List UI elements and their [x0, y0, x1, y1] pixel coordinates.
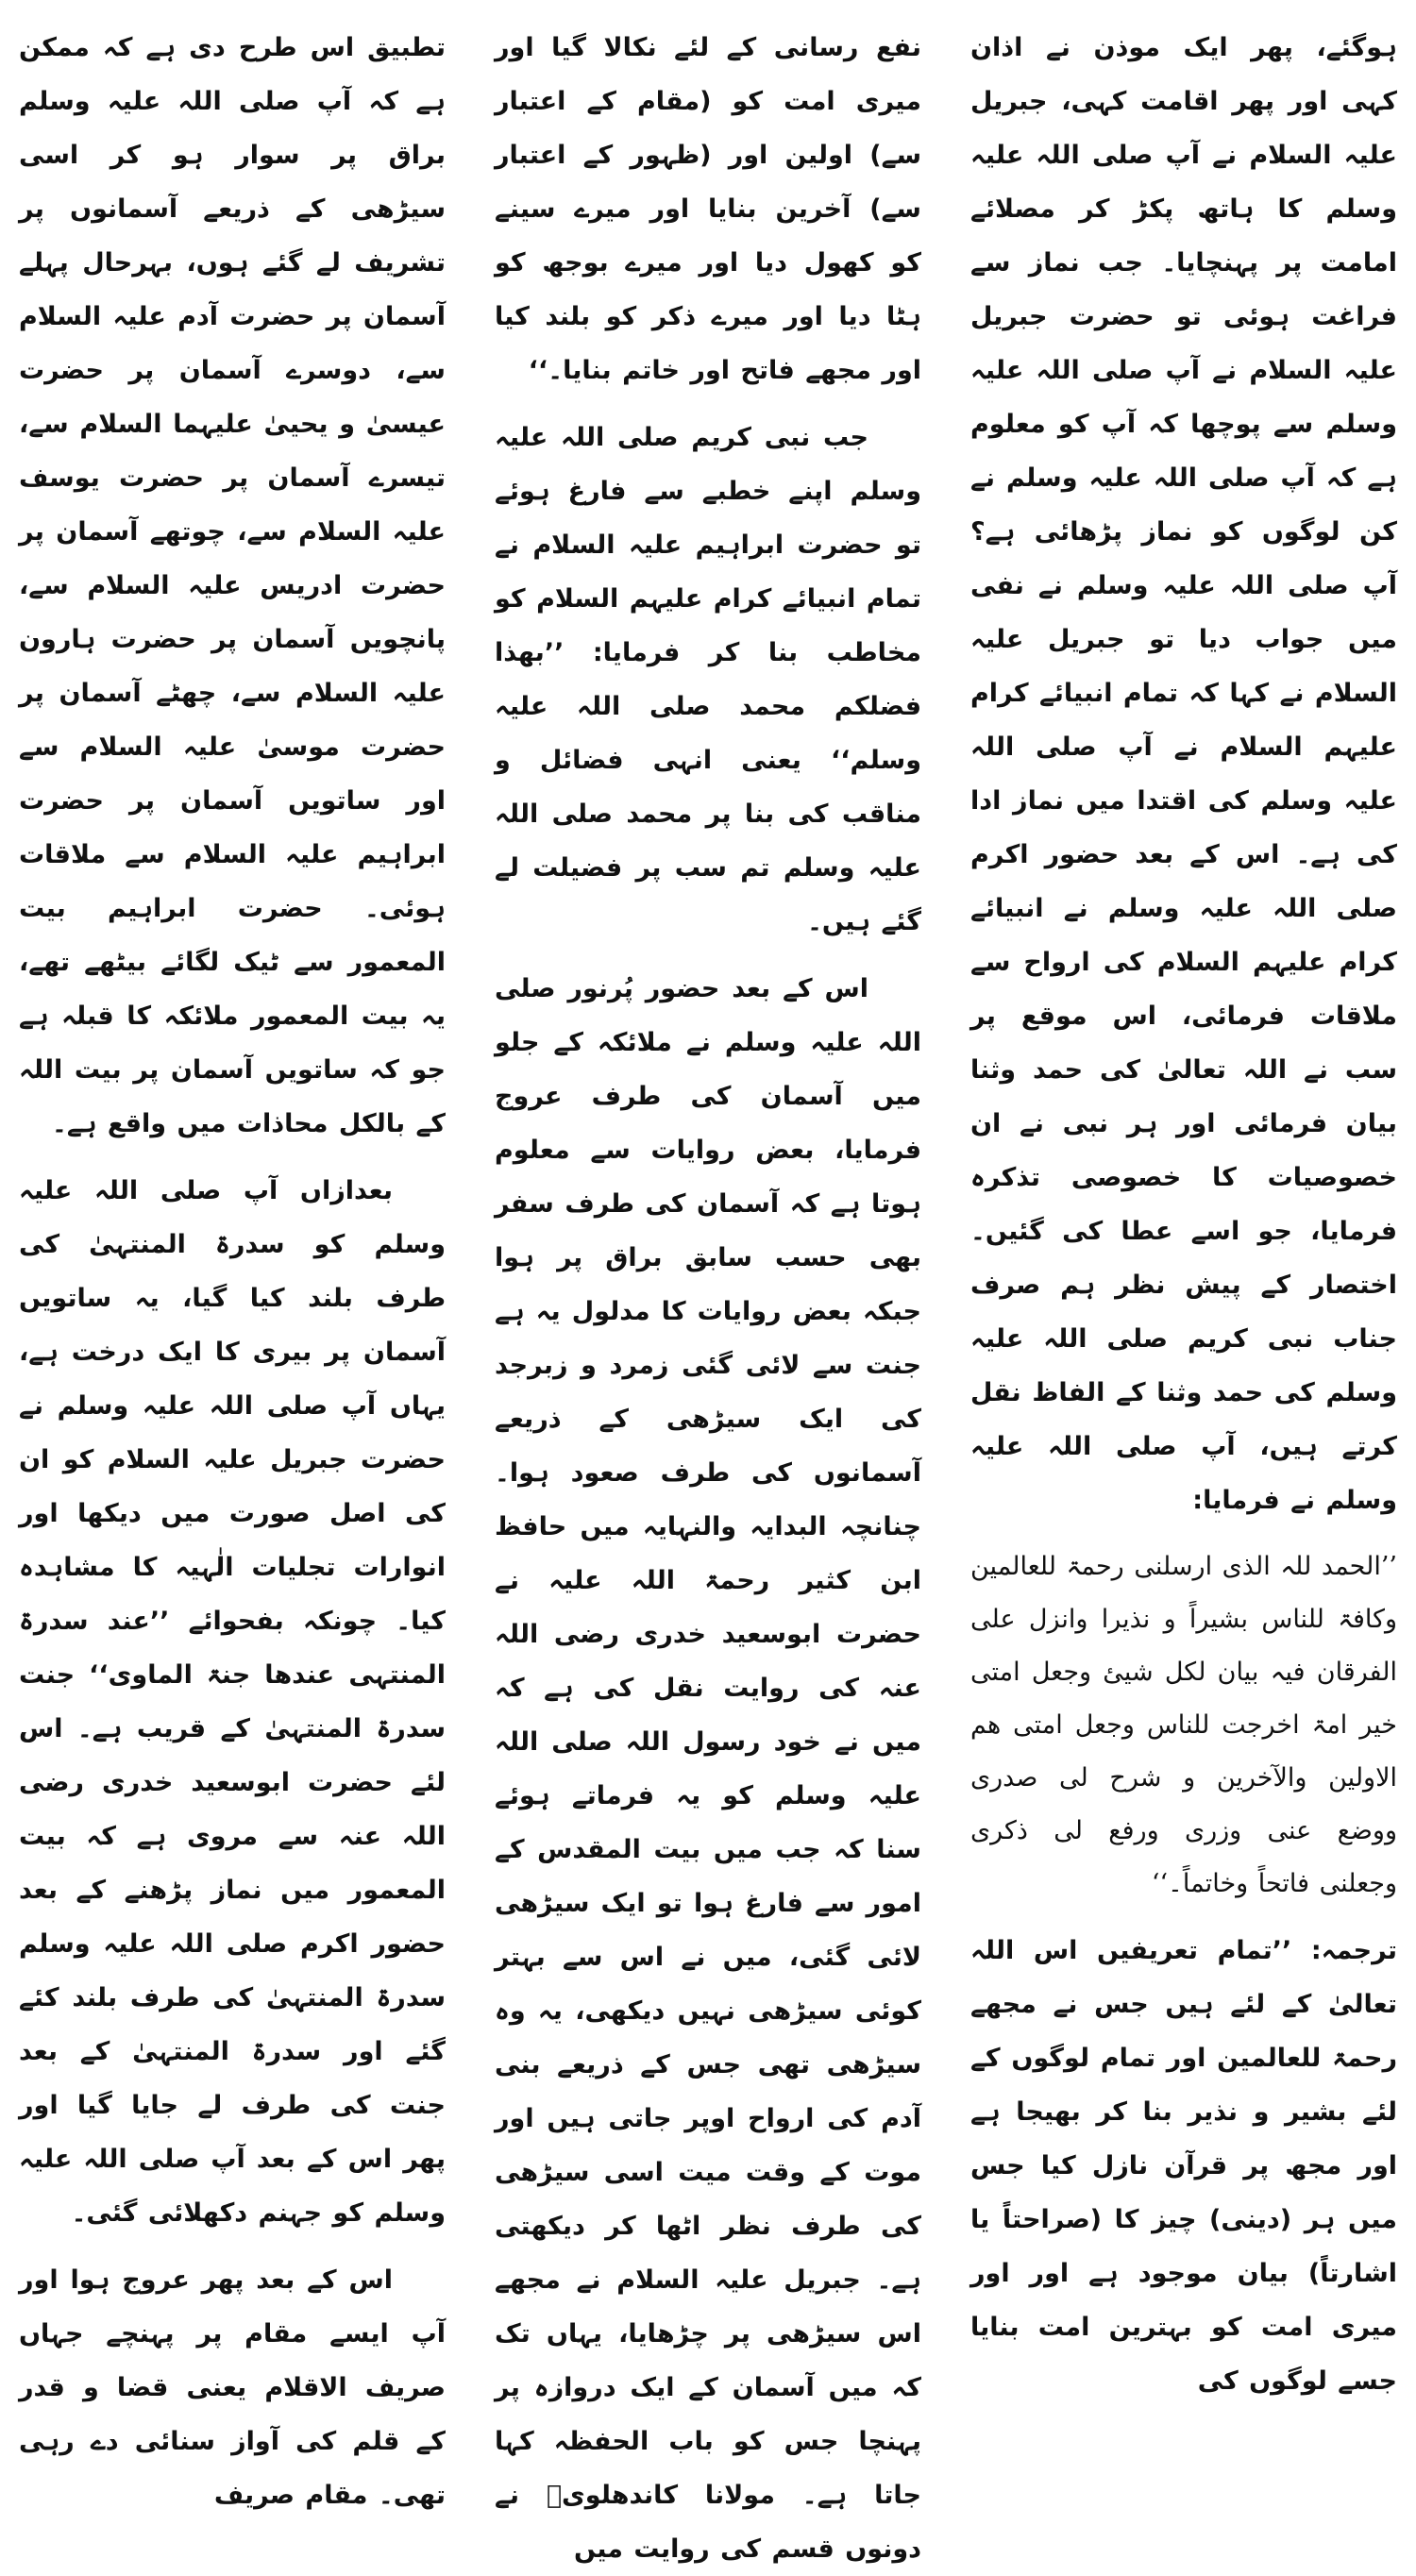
paragraph: بعدازاں آپ صلی اللہ علیہ وسلم کو سدرۃ المنتہیٰ کی طرف بلند کیا گیا، یہ ساتویں آسمان پر بیری کا ایک درخت ہے، یہاں آپ صلی اللہ علیہ وسلم نے حضرت جبریل علیہ السلام کو ان کی اصل صورت میں دیکھا اور انوارات تجلیات الٰہیہ کا مشاہدہ کیا۔ چونکہ بفحوائے ’’عند سدرۃ المنتہی عندھا جنۃ الماوی‘‘ جنت سدرۃ المنتہیٰ کے قریب ہے۔ اس لئے حضرت ابوسعید خدری رضی اللہ عنہ سے مروی ہے کہ بیت المعمور میں نماز پڑھنے کے بعد حضور اکرم صلی اللہ علیہ وسلم سدرۃ المنتہیٰ کی طرف بلند کئے گئے اور سدرۃ المنتہیٰ کے بعد جنت کی طرف لے جایا گیا اور پھر اس کے بعد آپ صلی اللہ علیہ وسلم کو جہنم دکھلائی گئی۔ [19, 1176, 446, 2228]
paragraph: اس کے بعد حضور پُرنور صلی اللہ علیہ وسلم نے ملائکہ کے جلو میں آسمان کی طرف عروج فرمایا، بعض روایات سے معلوم ہوتا ہے کہ آسمان کی طرف سفر بھی حسب سابق براق پر ہوا جبکہ بعض روایات کا مدلول یہ ہے جنت سے لائی گئی زمرد و زبرجد کی ایک سیڑھی کے ذریعے آسمانوں کی طرف صعود ہوا۔ چنانچہ البدایہ والنہایہ میں حافظ ابن کثیر رحمۃ اللہ علیہ نے حضرت ابوسعید خدری رضی اللہ عنہ کی روایت نقل کی ہے کہ میں نے خود رسول اللہ صلی اللہ علیہ وسلم کو یہ فرماتے ہوئے سنا کہ جب میں بیت المقدس کے امور سے فارغ ہوا تو ایک سیڑھی لائی گئی، میں نے اس سے بہتر کوئی سیڑھی نہیں دیکھی، یہ وہ سیڑھی تھی جس کے ذریعے بنی آدم کی ارواح اوپر جاتی ہیں اور موت کے وقت میت اسی سیڑھی کی طرف نظر اٹھا کر دیکھتی ہے۔ جبریل علیہ السلام نے مجھے اس سیڑھی پر چڑھایا، یہاں تک کہ میں آسمان کے ایک دروازہ پر پہنچا جس کو باب الحفظہ کہا جاتا ہے۔ مولانا کاندھلویؒ نے دونوں قسم کی روایت میں [495, 974, 921, 2564]
text-column-left [19, 21, 446, 2510]
paragraph: نفع رسانی کے لئے نکالا گیا اور میری امت کو (مقام کے اعتبار سے) اولین اور (ظہور کے اعتبار سے) آخرین بنایا اور میرے سینے کو کھول دیا اور میرے بوجھ کو ہٹا دیا اور میرے ذکر کو بلند کیا اور مجھے فاتح اور خاتم بنایا۔‘‘ [495, 33, 921, 385]
translation-paragraph: ترجمہ: ’’تمام تعریفیں اس اللہ تعالیٰ کے لئے ہیں جس نے مجھے رحمۃ للعالمین اور تمام لوگوں کے لئے بشیر و نذیر بنا کر بھیجا ہے اور مجھ پر قرآن نازل کیا جس میں ہر (دینی) چیز کا (صراحتاً یا اشارتاً) بیان موجود ہے اور اور میری امت کو بہترین امت بنایا جسے لوگوں کی [970, 1936, 1397, 2396]
text-column-right [970, 21, 1397, 2396]
magazine-page [19, 21, 1397, 2564]
paragraph: جب نبی کریم صلی اللہ علیہ وسلم اپنے خطبے سے فارغ ہوئے تو حضرت ابراہیم علیہ السلام نے تمام انبیائے کرام علیہم السلام کو مخاطب بنا کر فرمایا: ’’بھذا فضلکم محمد صلی اللہ علیہ وسلم‘‘ یعنی انہی فضائل و مناقب کی بنا پر محمد صلی اللہ علیہ وسلم تم سب پر فضیلت لے گئے ہیں۔ [495, 423, 921, 936]
paragraph: ہوگئے، پھر ایک موذن نے اذان کہی اور پھر اقامت کہی، جبریل علیہ السلام نے آپ صلی اللہ علیہ وسلم کا ہاتھ پکڑ کر مصلائے امامت پر پہنچایا۔ جب نماز سے فراغت ہوئی تو حضرت جبریل علیہ السلام نے آپ صلی اللہ علیہ وسلم سے پوچھا کہ آپ کو معلوم ہے کہ آپ صلی اللہ علیہ وسلم نے کن لوگوں کو نماز پڑھائی ہے؟ آپ صلی اللہ علیہ وسلم نے نفی میں جواب دیا تو جبریل علیہ السلام نے کہا کہ تمام انبیائے کرام علیہم السلام نے آپ صلی اللہ علیہ وسلم کی اقتدا میں نماز ادا کی ہے۔ اس کے بعد حضور اکرم صلی اللہ علیہ وسلم نے انبیائے کرام علیہم السلام کی ارواح سے ملاقات فرمائی، اس موقع پر سب نے اللہ تعالیٰ کی حمد وثنا بیان فرمائی اور ہر نبی نے ان خصوصیات کا خصوصی تذکرہ فرمایا، جو اسے عطا کی گئیں۔ اختصار کے پیش نظر ہم صرف جناب نبی کریم صلی اللہ علیہ وسلم کی حمد وثنا کے الفاظ نقل کرتے ہیں، آپ صلی اللہ علیہ وسلم نے فرمایا: [970, 33, 1397, 1515]
paragraph: اس کے بعد پھر عروج ہوا اور آپ ایسے مقام پر پہنچے جہاں صریف الاقلام یعنی قضا و قدر کے قلم کی آواز سنائی دے رہی تھی۔ مقام صریف [19, 2265, 446, 2510]
paragraph: تطبیق اس طرح دی ہے کہ ممکن ہے کہ آپ صلی اللہ علیہ وسلم براق پر سوار ہو کر اسی سیڑھی کے ذریعے آسمانوں پر تشریف لے گئے ہوں، بہرحال پہلے آسمان پر حضرت آدم علیہ السلام سے، دوسرے آسمان پر حضرت عیسیٰ و یحییٰ علیہما السلام سے، تیسرے آسمان پر حضرت یوسف علیہ السلام سے، چوتھے آسمان پر حضرت ادریس علیہ السلام سے، پانچویں آسمان پر حضرت ہارون علیہ السلام سے، چھٹے آسمان پر حضرت موسیٰ علیہ السلام سے اور ساتویں آسمان پر حضرت ابراہیم علیہ السلام سے ملاقات ہوئی۔ حضرت ابراہیم بیت المعمور سے ٹیک لگائے بیٹھے تھے، یہ بیت المعمور ملائکہ کا قبلہ ہے جو کہ ساتویں آسمان پر بیت اللہ کے بالکل محاذات میں واقع ہے۔ [19, 33, 446, 1138]
arabic-quote: ’’الحمد للہ الذی ارسلنی رحمۃ للعالمین وکافۃ للناس بشیراً و نذیرا وانزل علی الفرقان فیہ بیان لکل شیئ وجعل امتی خیر امۃ اخرجت للناس وجعل امتی ھم الاولین والآخرین و شرح لی صدری ووضع عنی وزری ورفع لی ذکری وجعلنی فاتحاً وخاتماً۔‘‘ [970, 1552, 1397, 1898]
text-column-middle [495, 21, 921, 2564]
